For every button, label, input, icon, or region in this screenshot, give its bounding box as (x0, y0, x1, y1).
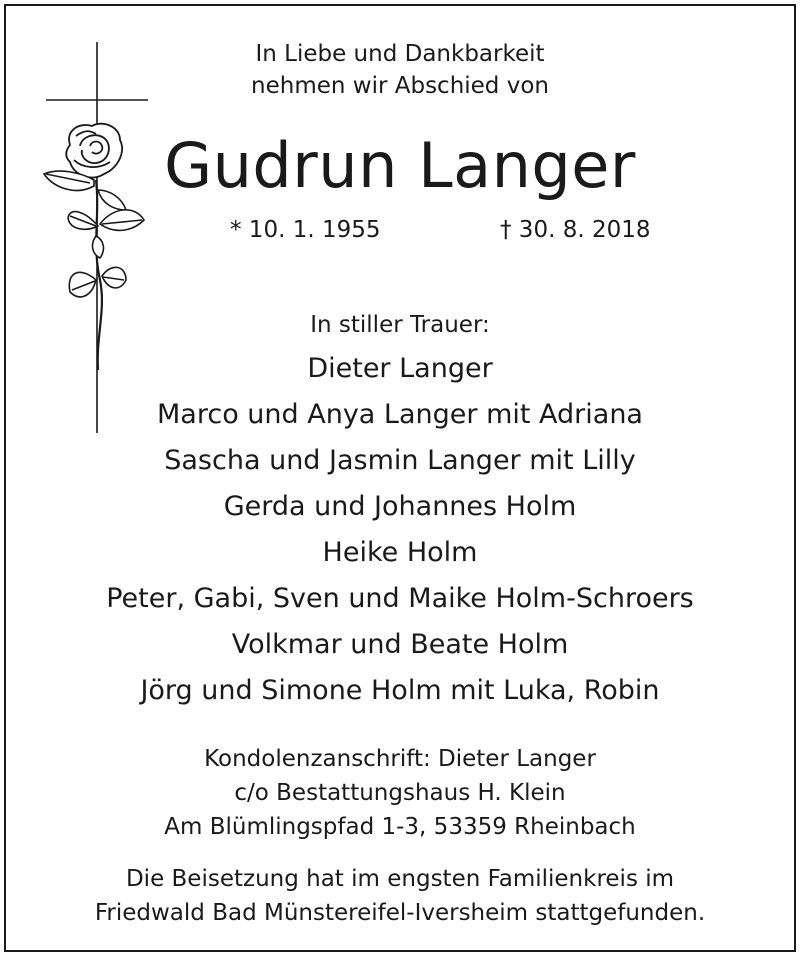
address-line-3: Am Blümlingspfad 1-3, 53359 Rheinbach (164, 814, 636, 840)
mourning-label: In stiller Trauer: (310, 312, 490, 338)
family-member: Jörg und Simone Holm mit Luka, Robin (140, 675, 660, 706)
burial-line-2: Friedwald Bad Münstereifel-Iversheim stattgefunden. (94, 900, 706, 926)
condolence-address (0, 742, 800, 844)
family-member: Volkmar und Beate Holm (231, 629, 569, 660)
family-member: Sascha und Jasmin Langer mit Lilly (164, 445, 636, 476)
intro-line-2: nehmen wir Abschied von (251, 73, 549, 99)
deceased-name: Gudrun Langer (164, 129, 636, 202)
birth-date: * 10. 1. 1955 (230, 217, 381, 243)
burial-note (0, 862, 800, 930)
family-list (0, 346, 800, 714)
address-line-2: c/o Bestattungshaus H. Klein (234, 780, 566, 806)
family-member: Dieter Langer (307, 353, 493, 384)
family-member: Gerda und Johannes Holm (223, 491, 577, 522)
family-member: Heike Holm (322, 537, 478, 568)
death-date: † 30. 8. 2018 (500, 217, 651, 243)
burial-line-1: Die Beisetzung hat im engsten Familienkreis im (125, 866, 675, 892)
intro-line-1: In Liebe und Dankbarkeit (255, 41, 545, 67)
family-member: Peter, Gabi, Sven und Maike Holm-Schroers (106, 583, 694, 614)
intro-text (0, 38, 800, 102)
address-line-1: Kondolenzanschrift: Dieter Langer (204, 746, 596, 772)
family-member: Marco und Anya Langer mit Adriana (157, 399, 643, 430)
